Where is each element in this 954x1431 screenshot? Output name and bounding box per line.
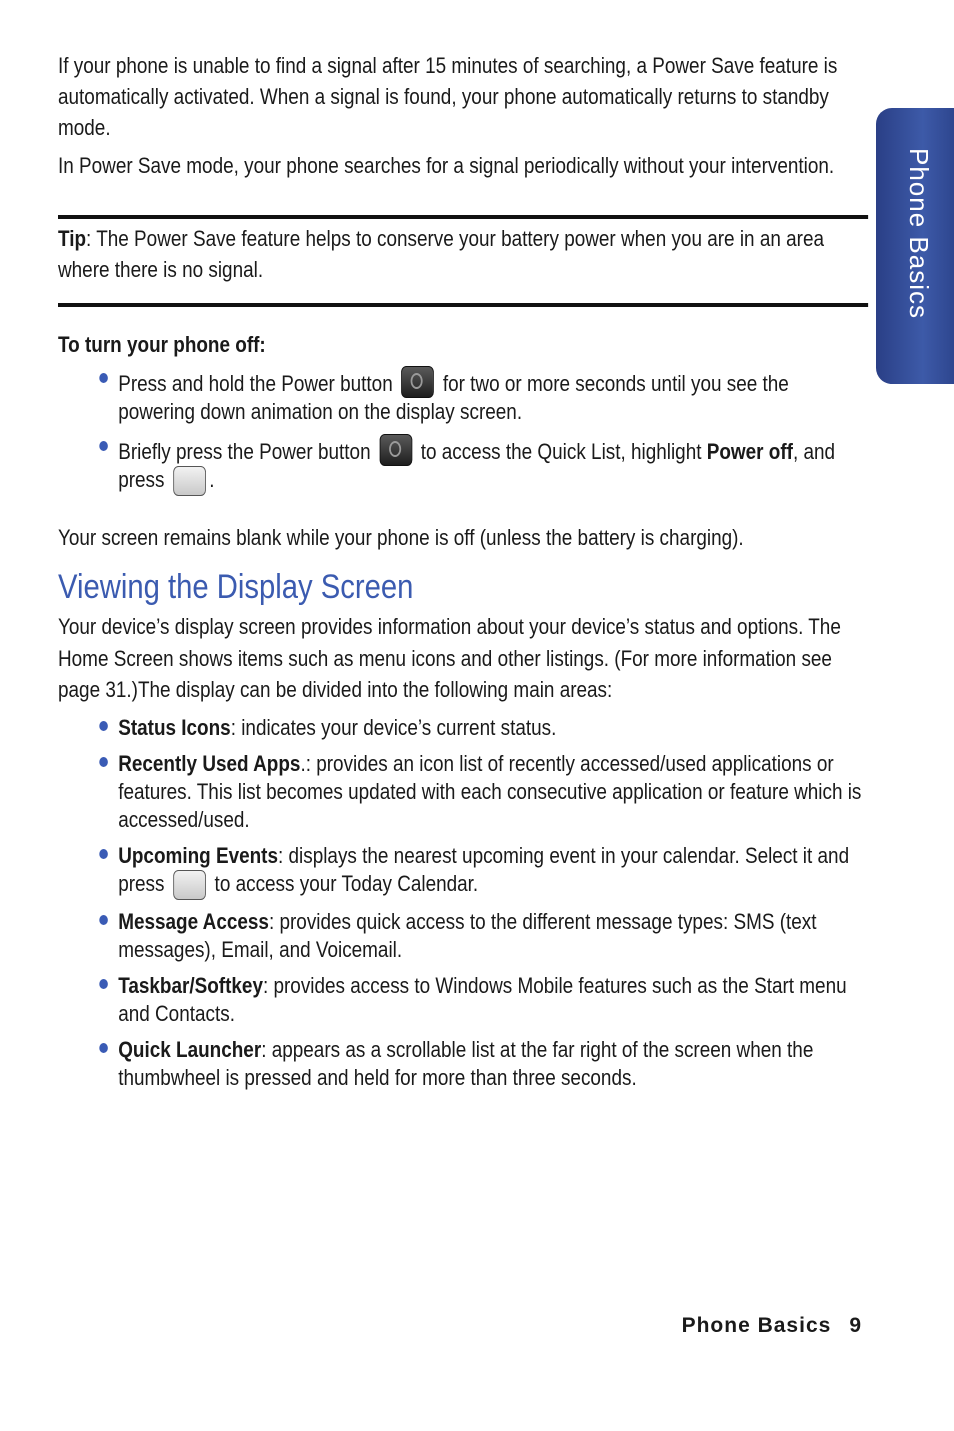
bullet-icon	[99, 373, 108, 383]
power-button-icon	[401, 366, 434, 398]
tip-label: Tip	[58, 226, 87, 251]
item-desc: : provides quick access to the different message types: SMS (text messages), Email, and Voicemail.	[118, 908, 817, 962]
item-desc: to access your Today Calendar.	[214, 870, 479, 896]
item-term: Upcoming Events	[118, 842, 278, 868]
power-off-title: To turn your phone off:	[58, 332, 266, 357]
step-text: for two or more seconds until you see the powering down animation on the display screen.	[118, 371, 789, 424]
bullet-icon	[99, 721, 108, 731]
page-content	[58, 50, 862, 1100]
bullet-icon	[99, 441, 108, 451]
item-term: Message Access	[118, 908, 269, 934]
list-item	[118, 434, 868, 496]
list-item	[118, 750, 868, 834]
step-text: to access the Quick List, highlight	[420, 439, 702, 464]
tip-box	[58, 215, 868, 307]
section-heading: Viewing the Display Screen	[58, 568, 414, 606]
item-term: Recently Used Apps	[118, 750, 301, 776]
intro-paragraph-2: In Power Save mode, your phone searches for a signal periodically without your intervention.	[58, 153, 835, 178]
list-item	[118, 972, 868, 1028]
item-term: Taskbar/Softkey	[118, 972, 263, 998]
power-off-term: Power off	[706, 439, 793, 464]
blank-screen-note: Your screen remains blank while your phone is off (unless the battery is charging).	[58, 525, 744, 550]
bullet-icon	[99, 1043, 108, 1053]
tip-bottom-rule	[58, 303, 868, 307]
list-item	[118, 842, 868, 900]
power-off-steps	[58, 366, 868, 496]
bullet-icon	[99, 915, 108, 925]
tip-text	[58, 219, 868, 303]
display-areas-list	[58, 714, 868, 1092]
list-item	[118, 714, 868, 742]
side-tab-label: Phone Basics	[904, 148, 934, 319]
list-item	[118, 366, 868, 426]
bullet-icon	[99, 757, 108, 767]
item-desc: : displays the nearest upcoming event in your calendar. Select it and press	[118, 842, 850, 896]
intro-paragraph-1: If your phone is unable to find a signal after 15 minutes of searching, a Power Save feature is automatically activated. When a signal is found, your phone automatically returns to standby mode.	[58, 53, 838, 140]
display-intro: Your device’s display screen provides information about your device’s status and options. The Home Screen shows items such as menu icons and other listings. (For more information see page 31.)The display can be divided into the following main areas:	[58, 614, 841, 702]
item-term: Quick Launcher	[118, 1036, 262, 1062]
power-button-icon	[379, 434, 412, 466]
item-desc: : appears as a scrollable list at the far right of the screen when the thumbwheel is pressed and held for more than three seconds.	[118, 1036, 814, 1090]
item-term: Status Icons	[118, 714, 231, 740]
list-item	[118, 908, 868, 964]
ok-button-icon	[173, 466, 206, 496]
footer-section: Phone Basics	[681, 1314, 832, 1337]
item-desc: : provides access to Windows Mobile features such as the Start menu and Contacts.	[118, 972, 847, 1026]
ok-button-icon	[173, 870, 206, 900]
page-number: 9	[849, 1314, 862, 1337]
item-desc: : indicates your device’s current status.	[230, 714, 557, 740]
tip-body: : The Power Save feature helps to conserve your battery power when you are in an area where there is no signal.	[58, 226, 824, 282]
list-item	[118, 1036, 868, 1092]
item-desc: .: provides an icon list of recently accessed/used applications or features. This list becomes updated with each consecutive application or feature which is accessed/used.	[118, 750, 862, 832]
page-footer	[682, 1314, 862, 1338]
step-text: .	[209, 467, 215, 492]
bullet-icon	[99, 849, 108, 859]
step-text: Press and hold the Power button	[118, 371, 393, 396]
step-text: Briefly press the Power button	[118, 439, 371, 464]
step-text: , and press	[118, 439, 836, 492]
bullet-icon	[99, 979, 108, 989]
